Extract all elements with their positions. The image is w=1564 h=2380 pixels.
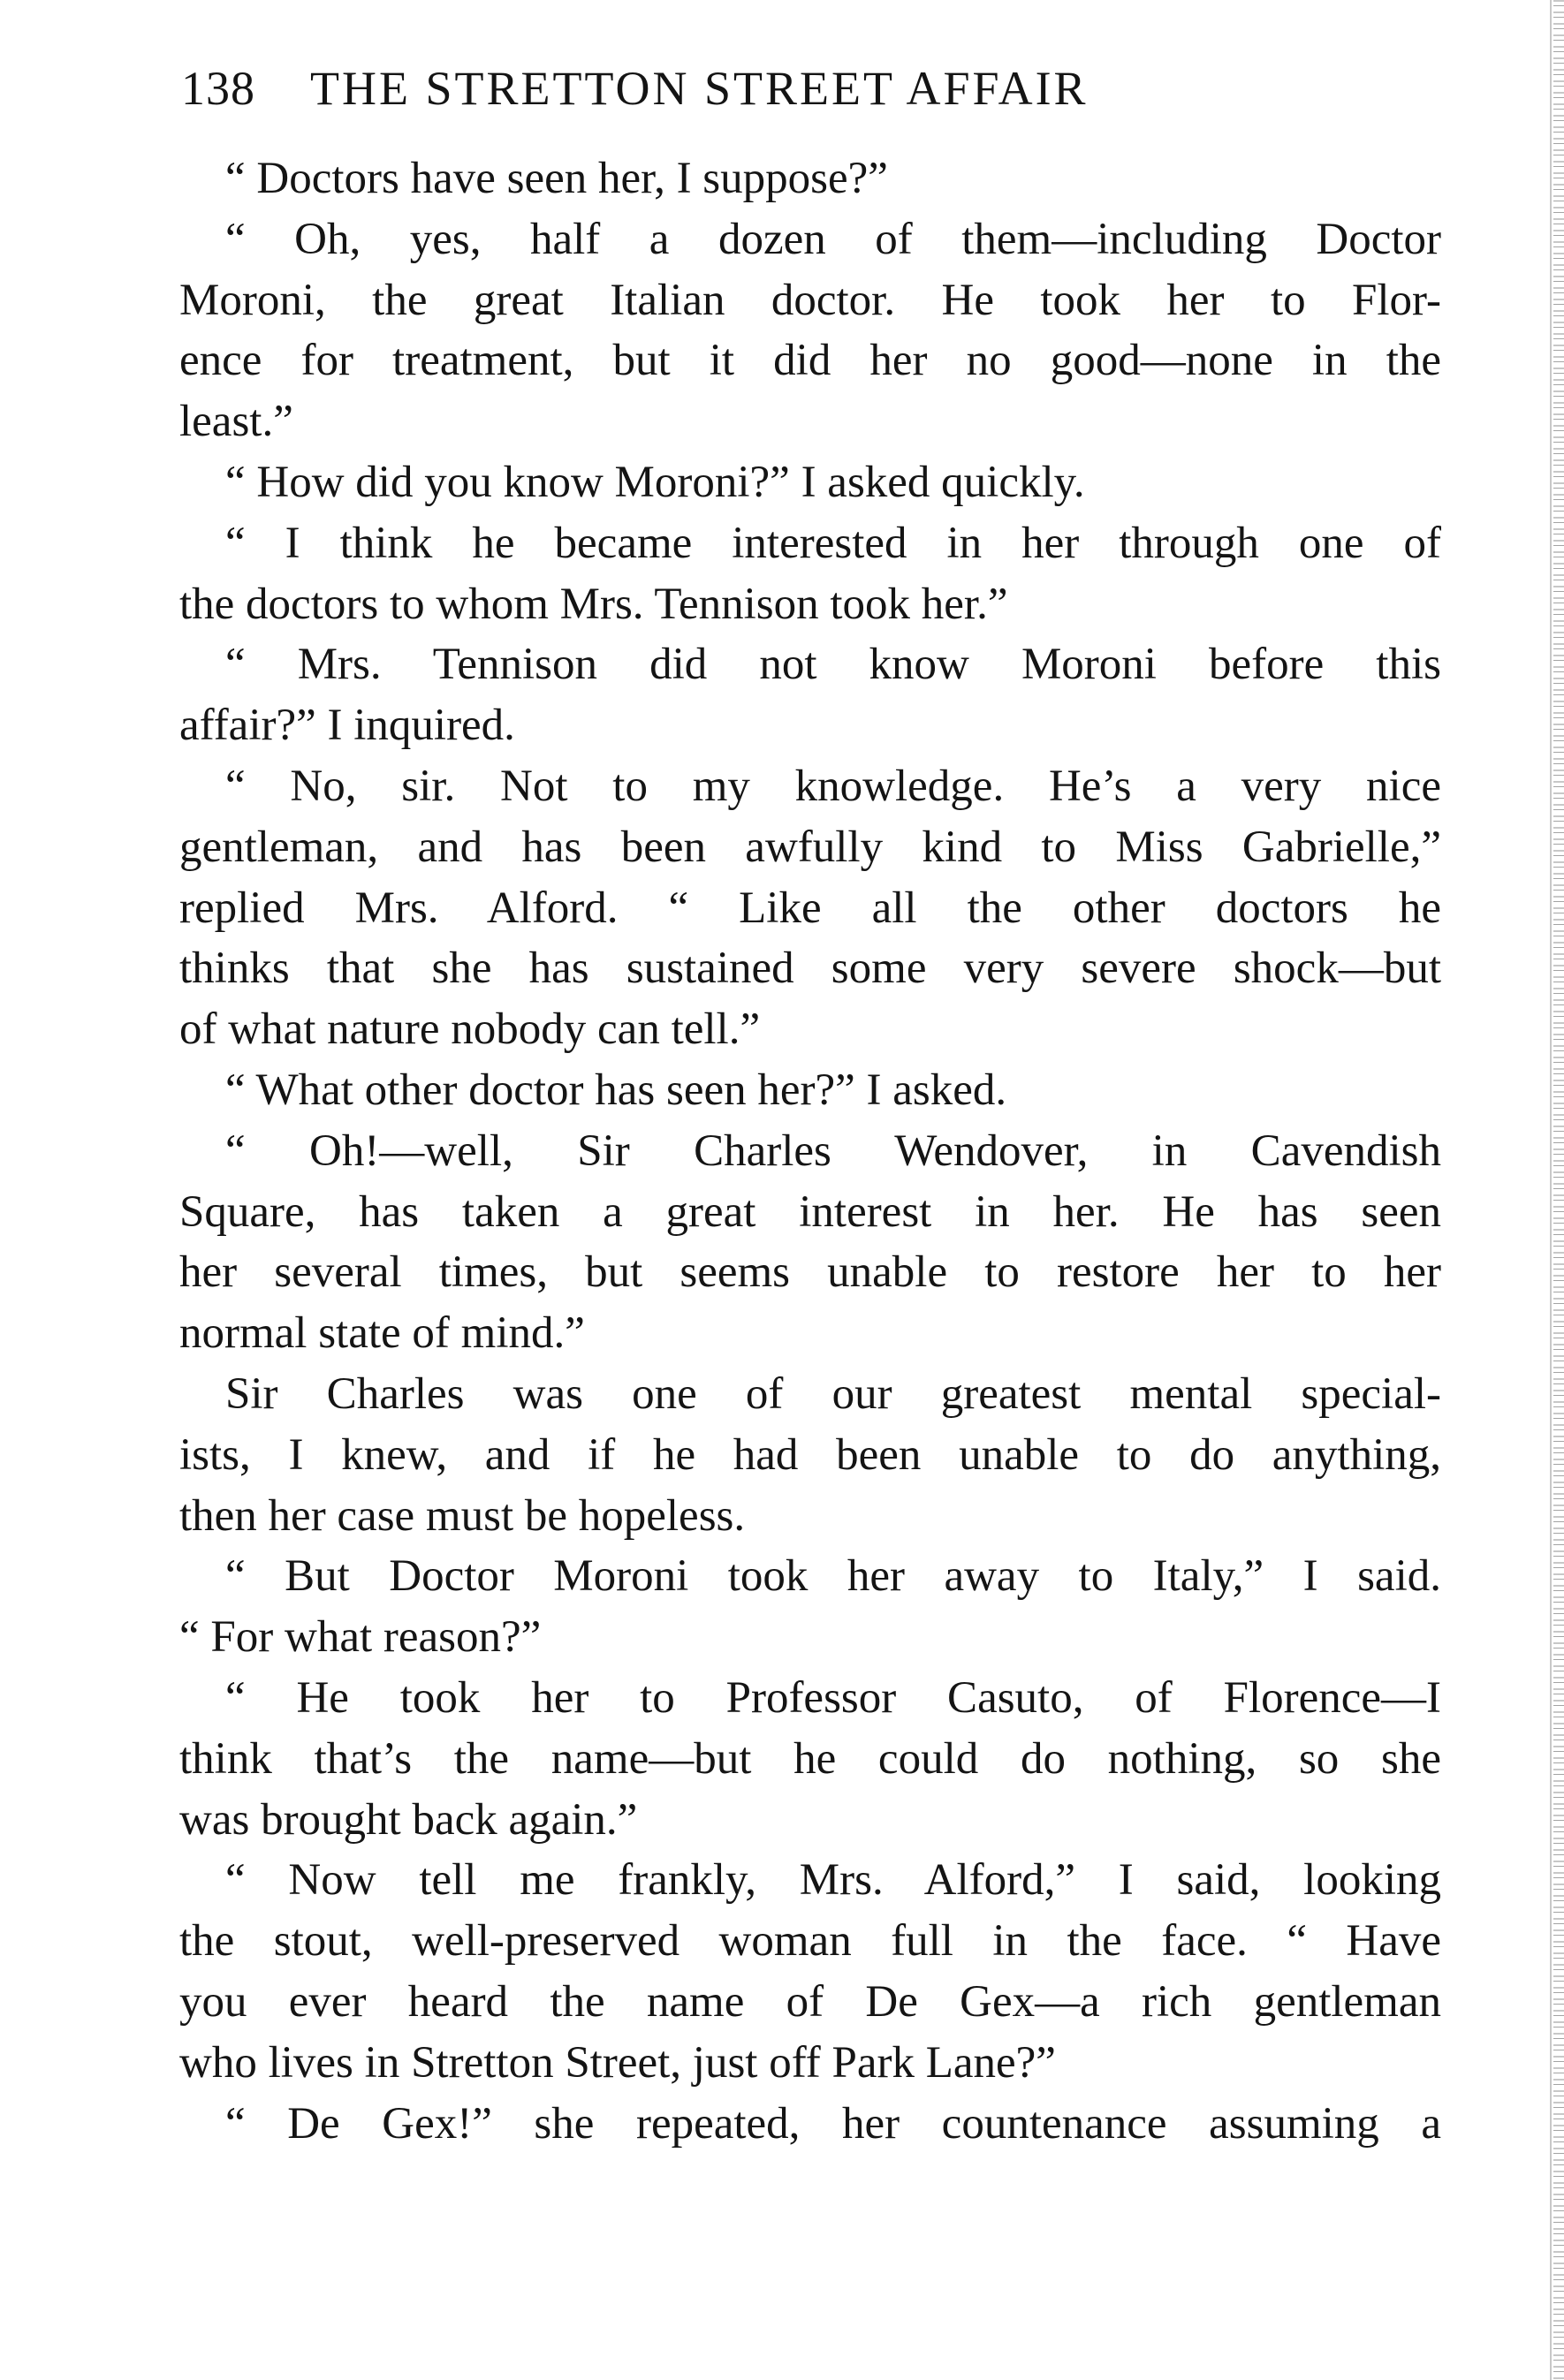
- text-line: “ Oh, yes, half a dozen of them—including Doctor: [225, 214, 1441, 264]
- text-line: “ I think he became interested in her through one of: [225, 518, 1441, 568]
- text-line: normal state of mind.”: [179, 1308, 585, 1359]
- text-line: “ Mrs. Tennison did not know Moroni before this: [225, 640, 1441, 690]
- text-line: affair?” I inquired.: [179, 701, 515, 751]
- text-line: gentleman, and has been awfully kind to Miss Gabrielle,”: [179, 822, 1441, 872]
- text-line: Square, has taken a great interest in her. He has seen: [179, 1186, 1441, 1237]
- text-line: replied Mrs. Alford. “ Like all the other doctors he: [179, 883, 1441, 933]
- text-line: ence for treatment, but it did her no good—none in the: [179, 336, 1441, 386]
- text-line: ists, I knew, and if he had been unable to do anything,: [179, 1429, 1441, 1480]
- text-line: Moroni, the great Italian doctor. He took her to Flor-: [179, 275, 1441, 325]
- text-line: “ No, sir. Not to my knowledge. He’s a very nice: [225, 761, 1441, 811]
- text-line: least.”: [179, 397, 293, 447]
- text-line: the doctors to whom Mrs. Tennison took her.”: [179, 579, 1008, 629]
- running-head: [181, 53, 1445, 124]
- text-line: her several times, but seems unable to restore her to her: [179, 1247, 1441, 1298]
- text-line: Sir Charles was one of our greatest mental special-: [225, 1368, 1441, 1419]
- page-edge-line: [1550, 0, 1552, 2380]
- text-line: think that’s the name—but he could do nothing, so she: [179, 1733, 1441, 1784]
- text-line: who lives in Stretton Street, just off Park Lane?”: [179, 2037, 1056, 2088]
- text-line: “ Oh!—well, Sir Charles Wendover, in Cavendish: [225, 1126, 1441, 1176]
- text-line: “ He took her to Professor Casuto, of Florence—I: [225, 1672, 1441, 1723]
- text-line: “ De Gex!” she repeated, her countenance assuming a: [225, 2098, 1441, 2149]
- page-number: 138: [181, 62, 255, 115]
- text-line: “ Now tell me frankly, Mrs. Alford,” I said, looking: [225, 1855, 1441, 1906]
- text-line: “ For what reason?”: [179, 1612, 542, 1663]
- book-title: THE STRETTON STREET AFFAIR: [310, 62, 1089, 115]
- text-line: “ How did you know Moroni?” I asked quickly.: [225, 457, 1085, 507]
- text-line: “ Doctors have seen her, I suppose?”: [225, 154, 888, 203]
- text-line: you ever heard the name of De Gex—a rich gentleman: [179, 1976, 1441, 2027]
- text-line: the stout, well-preserved woman full in the face. “ Have: [179, 1916, 1441, 1967]
- scan-gutter: [1553, 0, 1564, 2380]
- text-line: of what nature nobody can tell.”: [179, 1004, 761, 1055]
- text-line: “ What other doctor has seen her?” I asked.: [225, 1065, 1007, 1115]
- text-line: was brought back again.”: [179, 1794, 638, 1845]
- text-line: “ But Doctor Moroni took her away to Italy,” I said.: [225, 1551, 1441, 1602]
- text-line: then her case must be hopeless.: [179, 1490, 746, 1541]
- body-text: [179, 148, 1441, 2154]
- text-line: thinks that she has sustained some very severe shock—but: [179, 944, 1441, 994]
